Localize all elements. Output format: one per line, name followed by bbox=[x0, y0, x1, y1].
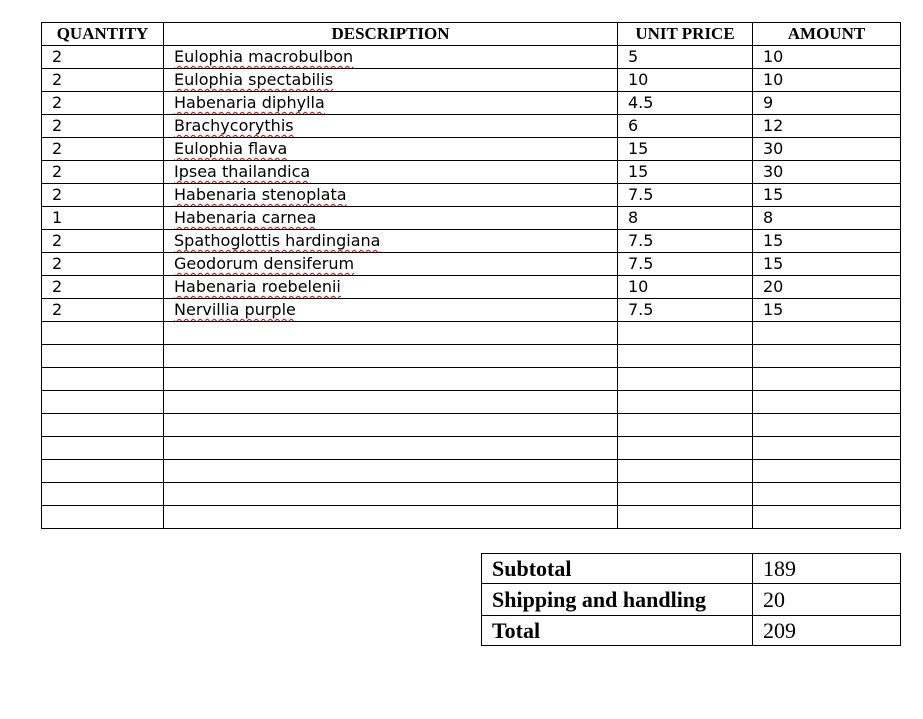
description-text: Eulophia macrobulbon bbox=[174, 47, 354, 66]
qty-cell: 2 bbox=[42, 69, 164, 92]
empty-cell bbox=[42, 483, 164, 506]
empty-cell bbox=[618, 506, 753, 529]
empty-cell bbox=[618, 391, 753, 414]
amount-cell: 30 bbox=[753, 138, 901, 161]
amount-cell: 9 bbox=[753, 92, 901, 115]
empty-cell bbox=[753, 437, 901, 460]
table-row bbox=[42, 69, 901, 92]
qty-cell: 2 bbox=[42, 184, 164, 207]
qty-cell: 2 bbox=[42, 276, 164, 299]
empty-cell bbox=[618, 322, 753, 345]
shipping-label: Shipping and handling bbox=[482, 584, 753, 616]
empty-table-row bbox=[42, 437, 901, 460]
empty-cell bbox=[42, 437, 164, 460]
empty-cell bbox=[42, 391, 164, 414]
amount-cell: 30 bbox=[753, 161, 901, 184]
description-text: Spathoglottis hardingiana bbox=[174, 231, 381, 250]
empty-cell bbox=[618, 460, 753, 483]
qty-cell: 2 bbox=[42, 115, 164, 138]
unit-price-cell: 15 bbox=[618, 138, 753, 161]
table-row bbox=[42, 92, 901, 115]
qty-cell: 1 bbox=[42, 207, 164, 230]
empty-cell bbox=[618, 483, 753, 506]
subtotal-value: 189 bbox=[753, 554, 901, 584]
description-text: Habenaria carnea bbox=[174, 208, 317, 227]
empty-cell bbox=[164, 506, 618, 529]
unit-price-cell: 7.5 bbox=[618, 184, 753, 207]
header-description: DESCRIPTION bbox=[164, 23, 618, 46]
description-cell bbox=[164, 230, 618, 253]
table-header-row bbox=[42, 23, 901, 46]
table-row bbox=[42, 276, 901, 299]
empty-cell bbox=[753, 368, 901, 391]
table-row bbox=[42, 230, 901, 253]
amount-cell: 10 bbox=[753, 46, 901, 69]
unit-price-cell: 5 bbox=[618, 46, 753, 69]
description-cell bbox=[164, 207, 618, 230]
unit-price-cell: 10 bbox=[618, 69, 753, 92]
table-row bbox=[42, 161, 901, 184]
description-text: Geodorum densiferum bbox=[174, 254, 355, 273]
qty-cell: 2 bbox=[42, 46, 164, 69]
qty-cell: 2 bbox=[42, 161, 164, 184]
empty-cell bbox=[618, 345, 753, 368]
qty-cell: 2 bbox=[42, 299, 164, 322]
empty-cell bbox=[164, 437, 618, 460]
total-row bbox=[482, 616, 901, 646]
unit-price-cell: 7.5 bbox=[618, 299, 753, 322]
qty-cell: 2 bbox=[42, 92, 164, 115]
description-cell bbox=[164, 69, 618, 92]
invoice-items-table bbox=[41, 22, 901, 529]
unit-price-cell: 6 bbox=[618, 115, 753, 138]
empty-cell bbox=[164, 414, 618, 437]
unit-price-cell: 7.5 bbox=[618, 253, 753, 276]
empty-table-row bbox=[42, 460, 901, 483]
table-row bbox=[42, 207, 901, 230]
description-text: Brachycorythis bbox=[174, 116, 294, 135]
unit-price-cell: 10 bbox=[618, 276, 753, 299]
description-cell bbox=[164, 115, 618, 138]
description-text: Habenaria roebelenii bbox=[174, 277, 341, 296]
empty-cell bbox=[753, 460, 901, 483]
empty-table-row bbox=[42, 368, 901, 391]
unit-price-cell: 7.5 bbox=[618, 230, 753, 253]
empty-cell bbox=[164, 460, 618, 483]
amount-cell: 12 bbox=[753, 115, 901, 138]
table-row bbox=[42, 138, 901, 161]
empty-table-row bbox=[42, 322, 901, 345]
empty-cell bbox=[42, 414, 164, 437]
empty-cell bbox=[618, 414, 753, 437]
empty-cell bbox=[42, 345, 164, 368]
empty-cell bbox=[753, 483, 901, 506]
empty-cell bbox=[618, 368, 753, 391]
description-cell bbox=[164, 138, 618, 161]
amount-cell: 15 bbox=[753, 299, 901, 322]
qty-cell: 2 bbox=[42, 230, 164, 253]
empty-cell bbox=[164, 368, 618, 391]
shipping-value: 20 bbox=[753, 584, 901, 616]
description-text: Eulophia flava bbox=[174, 139, 288, 158]
description-cell bbox=[164, 299, 618, 322]
table-body bbox=[42, 46, 901, 529]
subtotal-label: Subtotal bbox=[482, 554, 753, 584]
empty-cell bbox=[164, 483, 618, 506]
empty-cell bbox=[753, 414, 901, 437]
description-text: Habenaria stenoplata bbox=[174, 185, 347, 204]
empty-cell bbox=[618, 437, 753, 460]
empty-cell bbox=[164, 322, 618, 345]
table-row bbox=[42, 184, 901, 207]
empty-cell bbox=[42, 322, 164, 345]
unit-price-cell: 8 bbox=[618, 207, 753, 230]
empty-table-row bbox=[42, 483, 901, 506]
empty-cell bbox=[753, 322, 901, 345]
amount-cell: 15 bbox=[753, 184, 901, 207]
empty-table-row bbox=[42, 391, 901, 414]
amount-cell: 10 bbox=[753, 69, 901, 92]
empty-table-row bbox=[42, 345, 901, 368]
empty-cell bbox=[164, 391, 618, 414]
empty-cell bbox=[42, 506, 164, 529]
empty-cell bbox=[42, 368, 164, 391]
header-amount: AMOUNT bbox=[753, 23, 901, 46]
empty-cell bbox=[42, 460, 164, 483]
description-text: Nervillia purple bbox=[174, 300, 296, 319]
totals-table bbox=[481, 553, 901, 646]
table-row bbox=[42, 253, 901, 276]
qty-cell: 2 bbox=[42, 138, 164, 161]
subtotal-row bbox=[482, 554, 901, 584]
description-cell bbox=[164, 161, 618, 184]
description-cell bbox=[164, 92, 618, 115]
unit-price-cell: 15 bbox=[618, 161, 753, 184]
empty-cell bbox=[164, 345, 618, 368]
empty-table-row bbox=[42, 506, 901, 529]
description-text: Eulophia spectabilis bbox=[174, 70, 334, 89]
amount-cell: 15 bbox=[753, 253, 901, 276]
total-value: 209 bbox=[753, 616, 901, 646]
header-quantity: QUANTITY bbox=[42, 23, 164, 46]
shipping-row bbox=[482, 584, 901, 616]
unit-price-cell: 4.5 bbox=[618, 92, 753, 115]
amount-cell: 15 bbox=[753, 230, 901, 253]
empty-cell bbox=[753, 506, 901, 529]
description-cell bbox=[164, 184, 618, 207]
description-text: Habenaria diphylla bbox=[174, 93, 325, 112]
amount-cell: 20 bbox=[753, 276, 901, 299]
header-unit-price: UNIT PRICE bbox=[618, 23, 753, 46]
empty-table-row bbox=[42, 414, 901, 437]
description-text: Ipsea thailandica bbox=[174, 162, 311, 181]
table-row bbox=[42, 115, 901, 138]
table-row bbox=[42, 46, 901, 69]
amount-cell: 8 bbox=[753, 207, 901, 230]
description-cell bbox=[164, 253, 618, 276]
description-cell bbox=[164, 46, 618, 69]
qty-cell: 2 bbox=[42, 253, 164, 276]
empty-cell bbox=[753, 391, 901, 414]
empty-cell bbox=[753, 345, 901, 368]
total-label: Total bbox=[482, 616, 753, 646]
description-cell bbox=[164, 276, 618, 299]
table-row bbox=[42, 299, 901, 322]
